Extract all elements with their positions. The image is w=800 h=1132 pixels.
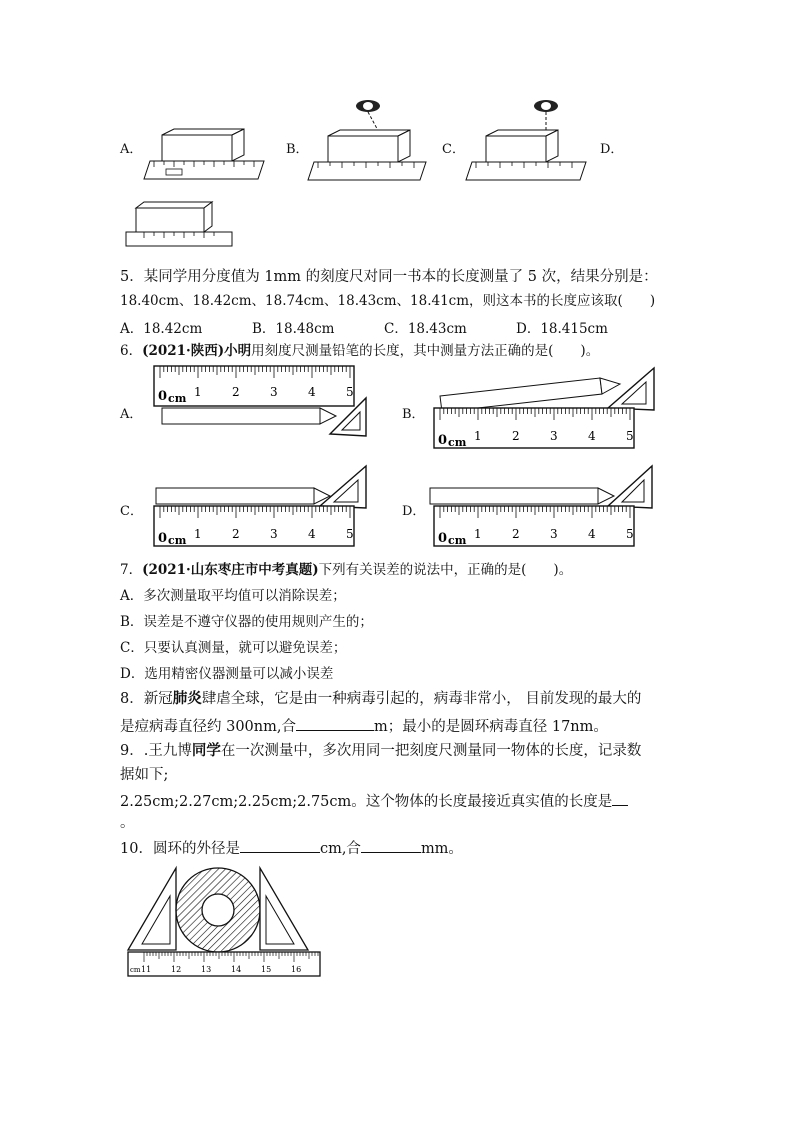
q9-answer-blank[interactable]: [612, 791, 628, 806]
ruler-c-number: 3: [270, 527, 278, 541]
q8-line1: [120, 690, 641, 708]
q9-text-a: 9．.王九博: [120, 743, 192, 759]
ruler-a-zero: 0: [158, 389, 168, 404]
ruler-c-number: 1: [194, 527, 202, 541]
q4-label-d: D．: [600, 142, 624, 157]
q6-figure-d: [430, 462, 660, 552]
q6-stem-text: 用刻度尺测量铅笔的长度，其中测量方法正确的是( )。: [251, 343, 600, 359]
ruler-a-number: 3: [270, 385, 278, 399]
q6-figure-a: [150, 364, 380, 454]
q10-ruler-number: 13: [201, 965, 212, 974]
q8-text-a: 8．新冠: [120, 691, 173, 707]
q6-stem: [120, 342, 599, 360]
ruler-b-number: 4: [588, 429, 596, 443]
q5-option-a[interactable]: A．18.42cm: [120, 321, 203, 337]
q9-text-b: 在一次测量中，多次用同一把刻度尺测量同一物体的长度，记录数: [220, 743, 642, 759]
q5-option-b[interactable]: B．18.48cm: [252, 321, 335, 337]
q10-ruler-unit: cm: [130, 966, 141, 974]
q8-text-d: m；最小的是圆环病毒直径 17nm。: [373, 719, 608, 735]
q6-name: 小明: [224, 343, 252, 359]
q9-text-c: 2.25cm;2.27cm;2.25cm;2.75cm。这个物体的长度最接近真实值的长度是: [120, 794, 613, 810]
q10-text-c: mm。: [420, 841, 463, 857]
ruler-a-number: 1: [194, 385, 202, 399]
q4-figure-b: [300, 98, 430, 188]
q5-stem-line2: 18.40cm、18.42cm、18.74cm、18.43cm、18.41cm，则这本书的长度应该取( ): [120, 293, 656, 309]
ruler-c-number: 2: [232, 527, 240, 541]
q7-number: 7．: [120, 562, 143, 578]
q5-stem-line1: 5．某同学用分度值为 1mm 的刻度尺对同一书本的长度测量了 5 次，结果分别是：: [120, 269, 658, 285]
ruler-d-number: 3: [550, 527, 558, 541]
ruler-b-unit: cm: [448, 436, 467, 449]
q10-ruler-number: 16: [291, 965, 302, 974]
ruler-a-unit: cm: [168, 392, 187, 405]
q7-option-c[interactable]: C．只要认真测量，就可以避免误差；: [120, 640, 347, 656]
q8-text-c: 是痘病毒直径约 300nm,合: [120, 719, 296, 735]
q7-option-a[interactable]: A．多次测量取平均值可以消除误差；: [120, 588, 346, 604]
q7-source: (2021·山东枣庄市中考真题): [142, 562, 319, 578]
ruler-b-number: 5: [626, 429, 634, 443]
ruler-b-number: 3: [550, 429, 558, 443]
ruler-c-number: 5: [346, 527, 354, 541]
q6-label-c: C．: [120, 504, 143, 519]
q10-ruler-number: 11: [141, 965, 152, 974]
q5-option-c[interactable]: C．18.43cm: [384, 321, 467, 337]
q8-keyword: 肺炎: [172, 690, 202, 707]
ruler-c-number: 4: [308, 527, 316, 541]
ruler-a-number: 4: [308, 385, 316, 399]
q6-label-a: A．: [120, 407, 143, 422]
ruler-d-number: 1: [474, 527, 482, 541]
ruler-d-number: 2: [512, 527, 520, 541]
q6-source: (2021·陕西): [142, 343, 225, 359]
q10-ruler-number: 15: [261, 965, 272, 974]
q4-label-c: C．: [442, 142, 465, 157]
q10-text-b: cm,合: [319, 841, 361, 857]
q10-ruler-number: 12: [171, 965, 182, 974]
ruler-b-number: 2: [512, 429, 520, 443]
q6-label-d: D．: [402, 504, 426, 519]
q7-option-b[interactable]: B．误差是不遵守仪器的使用规则产生的；: [120, 614, 373, 630]
q4-figure-c: [462, 98, 592, 188]
q9-line2: 据如下;: [120, 767, 169, 783]
q9-line4: 。: [120, 815, 135, 831]
q5-option-d[interactable]: D．18.415cm: [516, 321, 608, 337]
q4-label-a: A．: [120, 142, 143, 157]
q6-number: 6．: [120, 343, 143, 359]
q10-ring-figure: [126, 862, 326, 982]
q7-option-d[interactable]: D．选用精密仪器测量可以减小误差: [120, 666, 334, 682]
q9-line3: [120, 791, 628, 811]
q6-figure-c: [150, 462, 380, 552]
q4-figure-a: [140, 125, 270, 187]
ruler-b-zero: 0: [438, 433, 448, 448]
q8-text-b: 肆虐全球，它是由一种病毒引起的，病毒非常小， 目前发现的最大的: [201, 691, 642, 707]
q7-stem: [120, 561, 572, 579]
q7-stem-text: 下列有关误差的说法中，正确的是( )。: [318, 562, 573, 578]
q9-line1: [120, 742, 641, 760]
q10-stem: [120, 838, 463, 858]
q4-figure-d: [124, 198, 236, 250]
ruler-c-unit: cm: [168, 534, 187, 547]
q10-answer-blank-cm[interactable]: [240, 838, 320, 853]
ruler-a-number: 2: [232, 385, 240, 399]
q10-ruler-number: 14: [231, 965, 242, 974]
ruler-d-number: 4: [588, 527, 596, 541]
q6-label-b: B．: [402, 407, 425, 422]
q9-keyword: 同学: [191, 742, 221, 759]
ruler-c-zero: 0: [158, 531, 168, 546]
ruler-d-unit: cm: [448, 534, 467, 547]
ruler-a-number: 5: [346, 385, 354, 399]
q8-answer-blank[interactable]: [296, 716, 374, 731]
q8-line2: [120, 716, 608, 736]
q10-text-a: 10．圆环的外径是: [120, 841, 240, 857]
ruler-b-number: 1: [474, 429, 482, 443]
q4-label-b: B．: [286, 142, 309, 157]
ruler-d-number: 5: [626, 527, 634, 541]
q10-answer-blank-mm[interactable]: [361, 838, 421, 853]
ruler-d-zero: 0: [438, 531, 448, 546]
q6-figure-b: [430, 364, 660, 454]
